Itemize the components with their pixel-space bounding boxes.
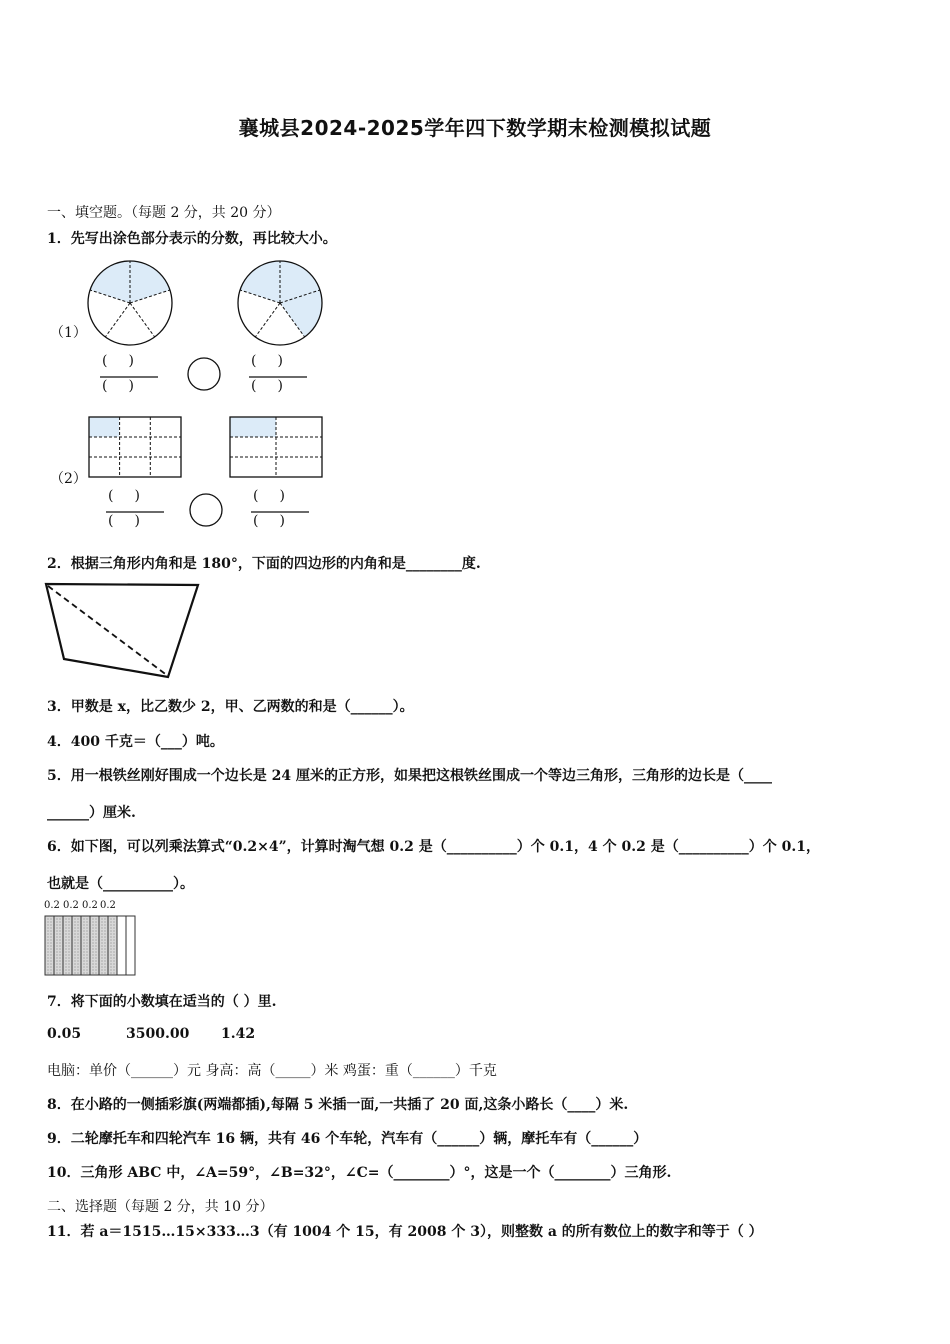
question-3: 3．甲数是 x，比乙数少 2，甲、乙两数的和是（______）。 xyxy=(47,699,414,715)
circle-figure-right xyxy=(237,260,323,346)
rectangle-figure-left xyxy=(88,416,182,478)
rectangle-figure-right xyxy=(229,416,323,478)
fraction-blank-numerator[interactable]: ( ) xyxy=(253,488,285,504)
question-11: 11．若 a＝1515…15×333…3（有 1004 个 15，有 2008 个 3），则整数 a 的所有数位上的数字和等于（ ） xyxy=(47,1224,763,1240)
compare-circle-2[interactable] xyxy=(189,493,223,527)
quadrilateral-figure xyxy=(44,582,202,682)
q1-part1-label: （1） xyxy=(50,325,87,341)
compare-circle-1[interactable] xyxy=(187,357,221,391)
question-6-line-1: 6．如下图，可以列乘法算式“0.2×4”，计算时淘气想 0.2 是（__________）个 0.1，4 个 0.2 是（__________）个 0.1， xyxy=(47,839,820,855)
fraction-blank-numerator[interactable]: ( ) xyxy=(108,488,140,504)
fraction-blank-numerator[interactable]: ( ) xyxy=(102,353,134,369)
fraction-blank-denominator[interactable]: ( ) xyxy=(102,378,134,394)
question-5-line-2: ______）厘米. xyxy=(47,805,136,821)
question-9: 9．二轮摩托车和四轮汽车 16 辆，共有 46 个车轮，汽车有（______）辆，摩托车有（______） xyxy=(47,1131,648,1147)
question-2: 2．根据三角形内角和是 180°，下面的四边形的内角和是________度. xyxy=(47,556,481,572)
bar-label: 0.2 xyxy=(82,900,98,911)
bar-label: 0.2 xyxy=(100,900,116,911)
circle-figure-left xyxy=(87,260,173,346)
section-2-heading: 二、选择题（每题 2 分，共 10 分） xyxy=(47,1199,274,1215)
question-4: 4．400 千克＝（___）吨。 xyxy=(47,734,224,750)
bar-label: 0.2 xyxy=(44,900,60,911)
question-7: 7．将下面的小数填在适当的（ ）里. xyxy=(47,994,277,1010)
question-6-line-2: 也就是（__________）。 xyxy=(47,876,194,892)
page-title: 襄城县2024-2025学年四下数学期末检测模拟试题 xyxy=(238,116,712,140)
decimal-number: 3500.00 xyxy=(126,1026,190,1042)
fraction-blank-denominator[interactable]: ( ) xyxy=(253,513,285,529)
question-1: 1．先写出涂色部分表示的分数，再比较大小。 xyxy=(47,231,337,247)
fraction-blank-numerator[interactable]: ( ) xyxy=(251,353,283,369)
question-5-line-1: 5．用一根铁丝刚好围成一个边长是 24 厘米的正方形，如果把这根铁丝围成一个等边三角形，三角形的边长是（____ xyxy=(47,768,772,784)
q1-part2-label: （2） xyxy=(50,471,87,487)
section-1-heading: 一、填空题。（每题 2 分，共 20 分） xyxy=(47,205,281,221)
question-10: 10．三角形 ABC 中，∠A=59°，∠B=32°，∠C=（________）°，这是一个（________）三角形. xyxy=(47,1165,672,1181)
decimal-number: 1.42 xyxy=(221,1026,256,1042)
fraction-blank-denominator[interactable]: ( ) xyxy=(251,378,283,394)
fraction-blank-denominator[interactable]: ( ) xyxy=(108,513,140,529)
decimal-bar-figure xyxy=(44,915,138,977)
decimal-number: 0.05 xyxy=(47,1026,82,1042)
question-7-fill-line: 电脑：单价（______）元 身高：高（_____）米 鸡蛋：重（______）千克 xyxy=(47,1063,497,1079)
bar-label: 0.2 xyxy=(63,900,79,911)
question-8: 8．在小路的一侧插彩旗(两端都插),每隔 5 米插一面,一共插了 20 面,这条小路长（____）米. xyxy=(47,1097,629,1113)
